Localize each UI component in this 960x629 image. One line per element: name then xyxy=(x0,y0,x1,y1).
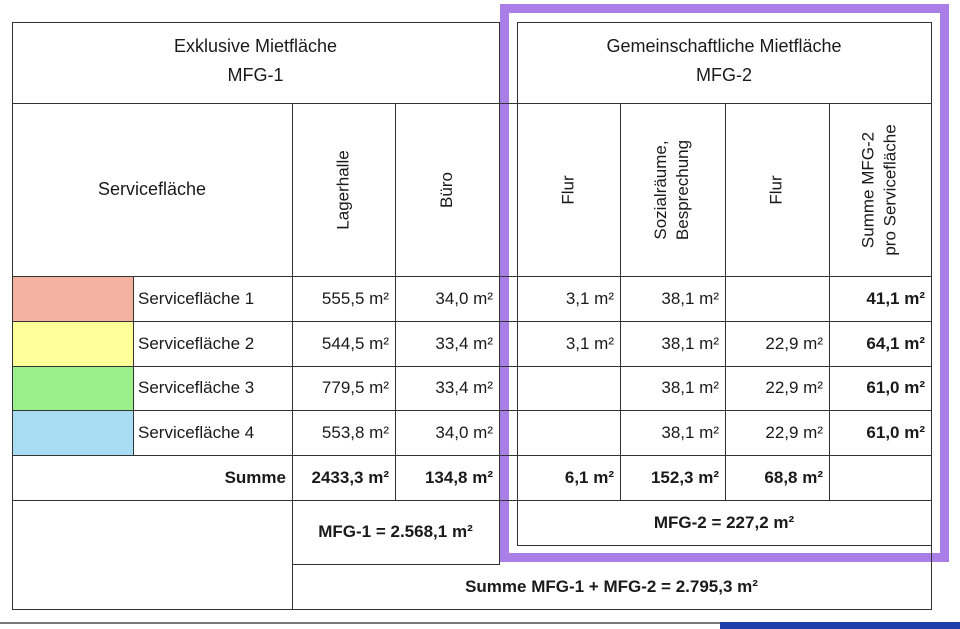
mfg1-code: MFG-1 xyxy=(227,65,284,85)
col-header-label: Lagerhalle xyxy=(333,149,353,230)
cell-sozialraeume: 38,1 m² xyxy=(661,288,719,308)
mfg2-total: MFG-2 = 227,2 m² xyxy=(653,512,795,532)
footer-bar xyxy=(720,622,960,629)
swatch-servicefläche-2 xyxy=(12,321,133,366)
cell-summe-mfg2: 64,1 m² xyxy=(866,333,925,353)
col-header-line: pro Servicefläche xyxy=(881,123,900,256)
summe-cell-flur-1: 6,1 m² xyxy=(564,467,614,487)
summe-cell-buero: 134,8 m² xyxy=(424,467,493,487)
cell-flur-2 xyxy=(725,276,829,321)
summe-label: Summe xyxy=(224,467,286,487)
grid-line xyxy=(12,609,932,610)
swatch-servicefläche-1 xyxy=(12,276,133,321)
cell-buero: 33,4 m² xyxy=(435,333,493,353)
col-header-label: Flur xyxy=(558,174,578,205)
col-header-flur-1 xyxy=(517,103,620,276)
col-header-label: Büro xyxy=(436,171,456,208)
summe-cell-flur-2: 68,8 m² xyxy=(764,467,823,487)
cell-flur-1: 3,1 m² xyxy=(565,288,614,308)
col-header-line: Sozialräume, xyxy=(651,139,671,240)
mfg1-title: Exklusive Mietfläche xyxy=(173,36,338,56)
cell-sozialraeume: 38,1 m² xyxy=(661,378,719,397)
col-header-sozialraeume xyxy=(620,103,725,276)
col-header-buero xyxy=(395,103,499,276)
row-label: Servicefläche 4 xyxy=(138,422,255,442)
grid-line xyxy=(12,22,499,23)
swatch-servicefläche-3 xyxy=(12,366,133,410)
mfg1-title-block xyxy=(12,32,499,90)
mfg2-title: Gemeinschaftliche Mietfläche xyxy=(606,36,842,56)
col-header-summe-mfg2 xyxy=(829,103,931,276)
cell-lagerhalle: 779,5 m² xyxy=(321,378,389,397)
col-header-line: Summe MFG-2 xyxy=(859,131,878,248)
cell-buero: 33,4 m² xyxy=(435,378,493,397)
cell-lagerhalle: 555,5 m² xyxy=(321,288,389,308)
grid-line xyxy=(517,22,932,23)
cell-sozialraeume: 38,1 m² xyxy=(661,333,719,353)
cell-summe-mfg2: 61,0 m² xyxy=(866,422,925,442)
cell-lagerhalle: 553,8 m² xyxy=(321,422,389,442)
mfg1-total: MFG-1 = 2.568,1 m² xyxy=(318,522,473,541)
cell-summe-mfg2: 61,0 m² xyxy=(866,378,925,397)
cell-summe-mfg2: 41,1 m² xyxy=(866,288,925,308)
cell-sozialraeume: 38,1 m² xyxy=(661,422,719,442)
cell-buero: 34,0 m² xyxy=(435,422,493,442)
cell-flur-1 xyxy=(517,410,620,455)
cell-flur-1 xyxy=(517,366,620,410)
col-header-lagerhalle xyxy=(292,103,395,276)
row-label: Servicefläche 3 xyxy=(138,378,255,397)
swatch-servicefläche-4 xyxy=(12,410,133,455)
mfg2-title-block xyxy=(517,32,931,90)
summe-cell-lagerhalle: 2433,3 m² xyxy=(311,467,389,487)
grid-line xyxy=(499,22,500,564)
col-header-label xyxy=(651,139,695,239)
summe-cell-sozialraeume: 152,3 m² xyxy=(650,467,719,487)
row-label: Servicefläche 1 xyxy=(138,288,255,308)
grid-line xyxy=(517,545,932,546)
grid-line xyxy=(931,22,932,610)
cell-buero: 34,0 m² xyxy=(435,288,493,308)
row-label: Servicefläche 2 xyxy=(138,333,255,353)
service-header: Servicefläche xyxy=(97,179,207,199)
cell-flur-2: 22,9 m² xyxy=(765,378,823,397)
grand-total: Summe MFG-1 + MFG-2 = 2.795,3 m² xyxy=(465,576,758,596)
col-header-label xyxy=(858,124,902,255)
cell-lagerhalle: 544,5 m² xyxy=(321,333,389,353)
col-header-label: Flur xyxy=(767,174,786,205)
cell-flur-1: 3,1 m² xyxy=(565,333,614,353)
col-header-flur-2 xyxy=(725,103,829,276)
col-header-line: Besprechung xyxy=(673,139,693,240)
cell-flur-2: 22,9 m² xyxy=(765,422,823,442)
mfg2-code: MFG-2 xyxy=(696,65,752,85)
summe-cell-summe-mfg2 xyxy=(829,455,931,500)
cell-flur-2: 22,9 m² xyxy=(765,333,823,353)
